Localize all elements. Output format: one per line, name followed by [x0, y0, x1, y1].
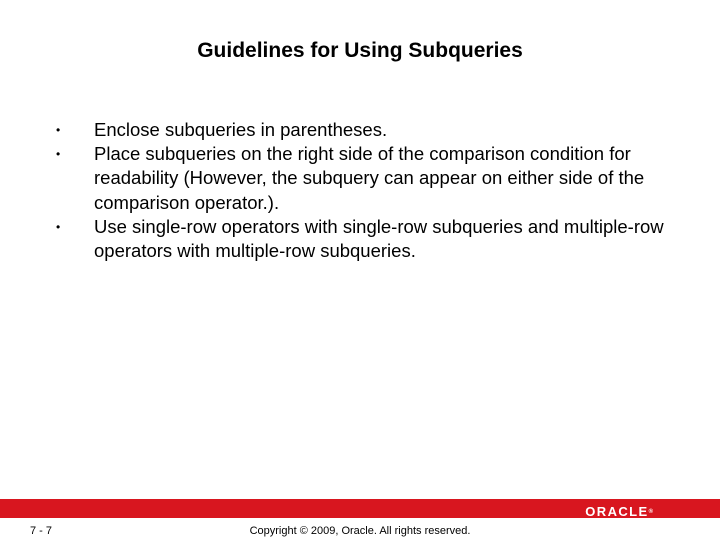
- bullet-text: Use single-row operators with single-row subqueries and multiple-row operators with multiple-row subqueries.: [94, 215, 664, 262]
- oracle-logo: [585, 504, 653, 520]
- bullet-text: Enclose subqueries in parentheses.: [94, 119, 388, 140]
- copyright-notice: Copyright © 2009, Oracle. All rights reserved.: [249, 525, 471, 537]
- registered-mark: ®: [648, 509, 653, 515]
- page-number: 7 - 7: [30, 525, 53, 537]
- bullet-marker: •: [56, 123, 61, 137]
- bullet-item: [0, 142, 720, 215]
- bullet-text: Place subqueries on the right side of the comparison condition for readability (However, the subquery can appear on either side of the comparison operator.).: [94, 143, 645, 213]
- bullet-marker: •: [56, 147, 61, 162]
- bullet-marker: •: [56, 219, 61, 234]
- slide-title: Guidelines for Using Subqueries: [197, 39, 523, 62]
- bullet-item: [0, 215, 720, 263]
- bullet-list: [0, 118, 720, 263]
- oracle-logo-text: ORACLE: [585, 504, 649, 519]
- bullet-item: [0, 118, 720, 142]
